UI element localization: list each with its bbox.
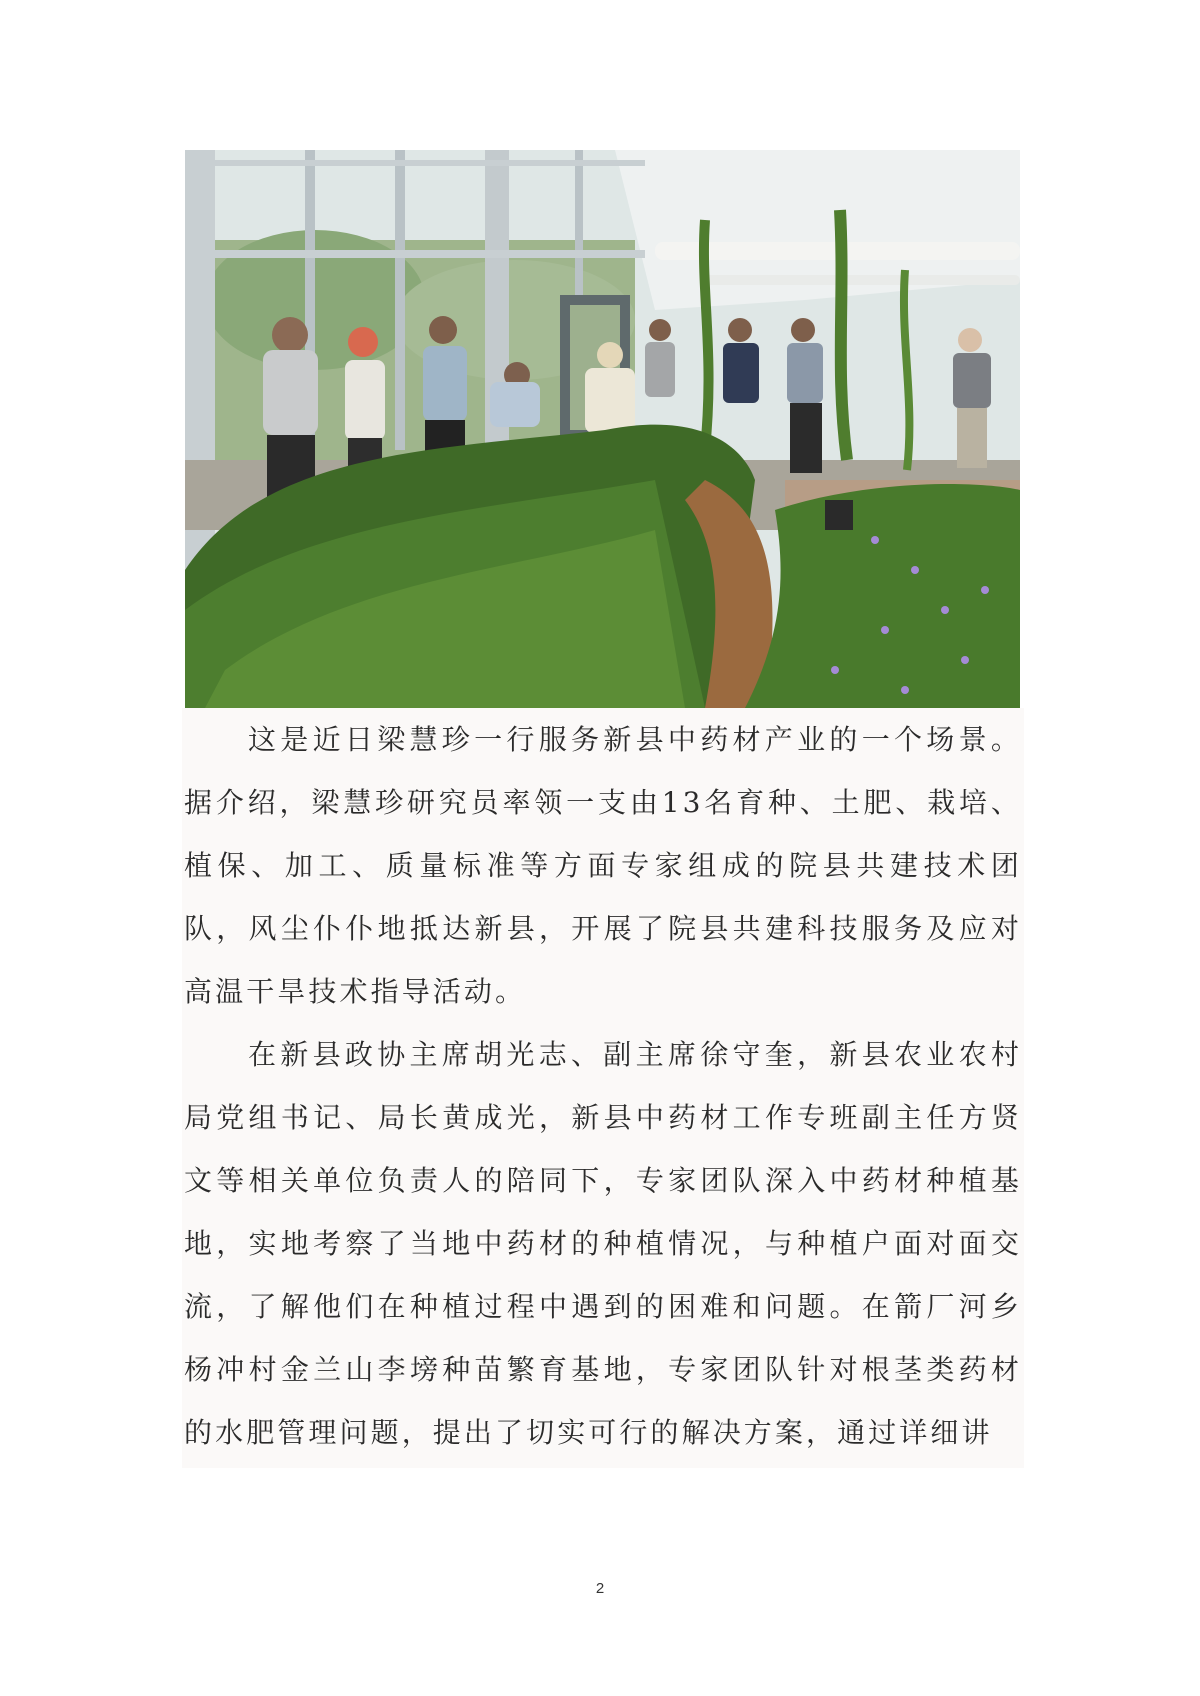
paragraph-1: 这是近日梁慧珍一行服务新县中药材产业的一个场景。据介绍，梁慧珍研究员率领一支由13名育种、土肥、栽培、植保、加工、质量标准等方面专家组成的院县共建技术团队，风尘仆仆地抵达新县，开展了院县共建科技服务及应对高温干旱技术指导活动。 (184, 723, 1022, 1008)
paragraph-2: 在新县政协主席胡光志、副主席徐守奎，新县农业农村局党组书记、局长黄成光，新县中药材工作专班副主任方贤文等相关单位负责人的陪同下，专家团队深入中药材种植基地，实地考察了当地中药材的种植情况，与种植户面对面交流，了解他们在种植过程中遇到的困难和问题。在箭厂河乡杨冲村金兰山李塝种苗繁育基地，专家团队针对根茎类药材的水肥管理问题，提出了切实可行的解决方案，通过详细讲 (184, 1038, 1022, 1449)
greenhouse-photo (185, 150, 1020, 708)
page-number: 2 (595, 1580, 605, 1597)
article-body (182, 708, 1024, 1468)
